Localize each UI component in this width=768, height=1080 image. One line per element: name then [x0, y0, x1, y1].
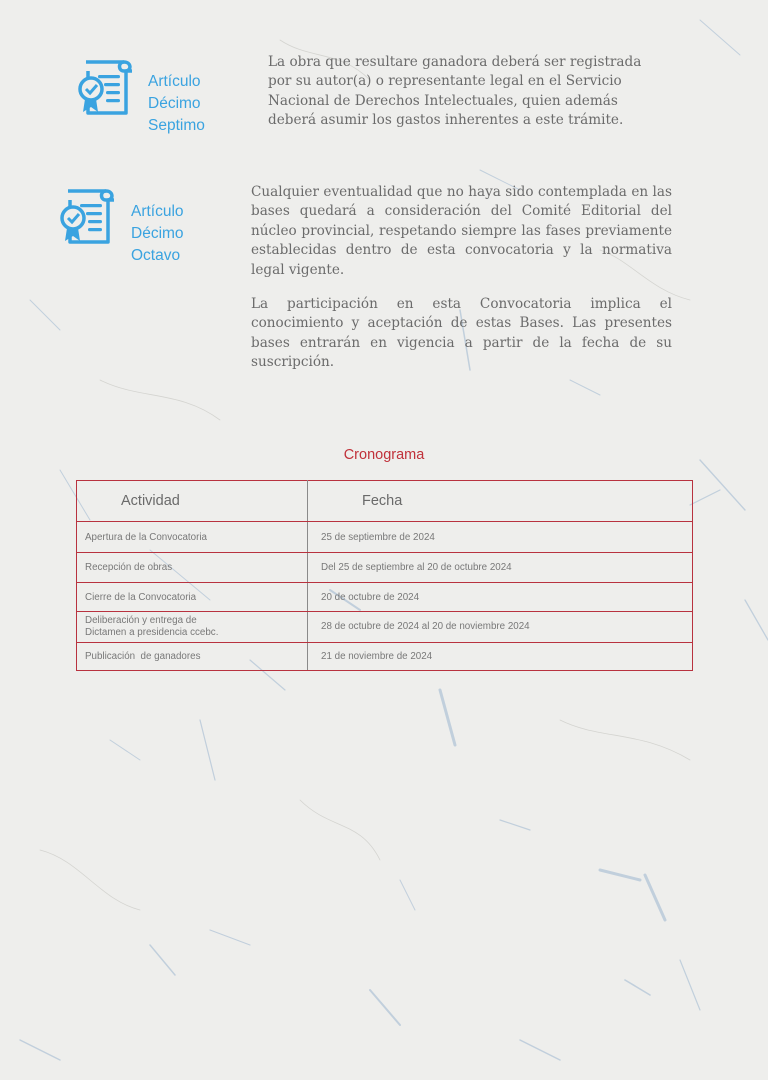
actividad-cell: Cierre de la Convocatoria [77, 583, 308, 612]
actividad-cell: Recepción de obras [77, 553, 308, 583]
article-18-title [131, 201, 184, 267]
article-title-line: Septimo [148, 117, 205, 134]
actividad-cell [77, 612, 308, 643]
actividad-line: Dictamen a presidencia ccebc. [85, 627, 219, 638]
certificate-scroll-icon [58, 186, 118, 248]
article-paragraph: Cualquier eventualidad que no haya sido contemplada en las bases quedará a consideración del Comité Editorial del núcleo provincial, respetando siempre las fases previamente establecidas dentro de esta convocatoria y la normativa legal vigente. [251, 184, 672, 278]
fecha-cell: 20 de octubre de 2024 [308, 583, 693, 612]
fecha-cell: 25 de septiembre de 2024 [308, 522, 693, 553]
column-header-actividad: Actividad [77, 481, 308, 522]
table-row [77, 522, 693, 553]
certificate-scroll-icon [76, 57, 136, 119]
column-header-fecha: Fecha [308, 481, 693, 522]
article-paragraph: La obra que resultare ganadora deberá ser registrada por su autor(a) o representante legal en el Servicio Nacional de Derechos Intelectuales, quien además deberá asumir los gastos inherentes a este trámite. [268, 54, 642, 129]
article-title-line: Décimo [131, 225, 184, 242]
article-18-body [251, 183, 672, 373]
article-title-line: Artículo [131, 203, 184, 220]
fecha-cell: Del 25 de septiembre al 20 de octubre 2024 [308, 553, 693, 583]
table-row [77, 583, 693, 612]
article-title-line: Artículo [148, 73, 201, 90]
actividad-cell: Publicación de ganadores [77, 643, 308, 671]
article-17-title [148, 71, 205, 137]
fecha-cell: 21 de noviembre de 2024 [308, 643, 693, 671]
article-17-body [268, 53, 663, 131]
fecha-cell: 28 de octubre de 2024 al 20 de noviembre 2024 [308, 612, 693, 643]
cronograma-title: Cronograma [343, 447, 425, 463]
actividad-line: Deliberación y entrega de [85, 615, 197, 626]
article-title-line: Octavo [131, 247, 181, 264]
article-title-line: Décimo [148, 95, 201, 112]
article-paragraph: La participación en esta Convocatoria implica el conocimiento y aceptación de estas Bases. Las presentes bases entrarán en vigencia a partir de la fecha de su suscripción. [251, 296, 672, 371]
table-row [77, 553, 693, 583]
table-row [77, 612, 693, 643]
actividad-cell: Apertura de la Convocatoria [77, 522, 308, 553]
cronograma-table [76, 480, 693, 671]
table-row [77, 643, 693, 671]
table-header-row [77, 481, 693, 522]
